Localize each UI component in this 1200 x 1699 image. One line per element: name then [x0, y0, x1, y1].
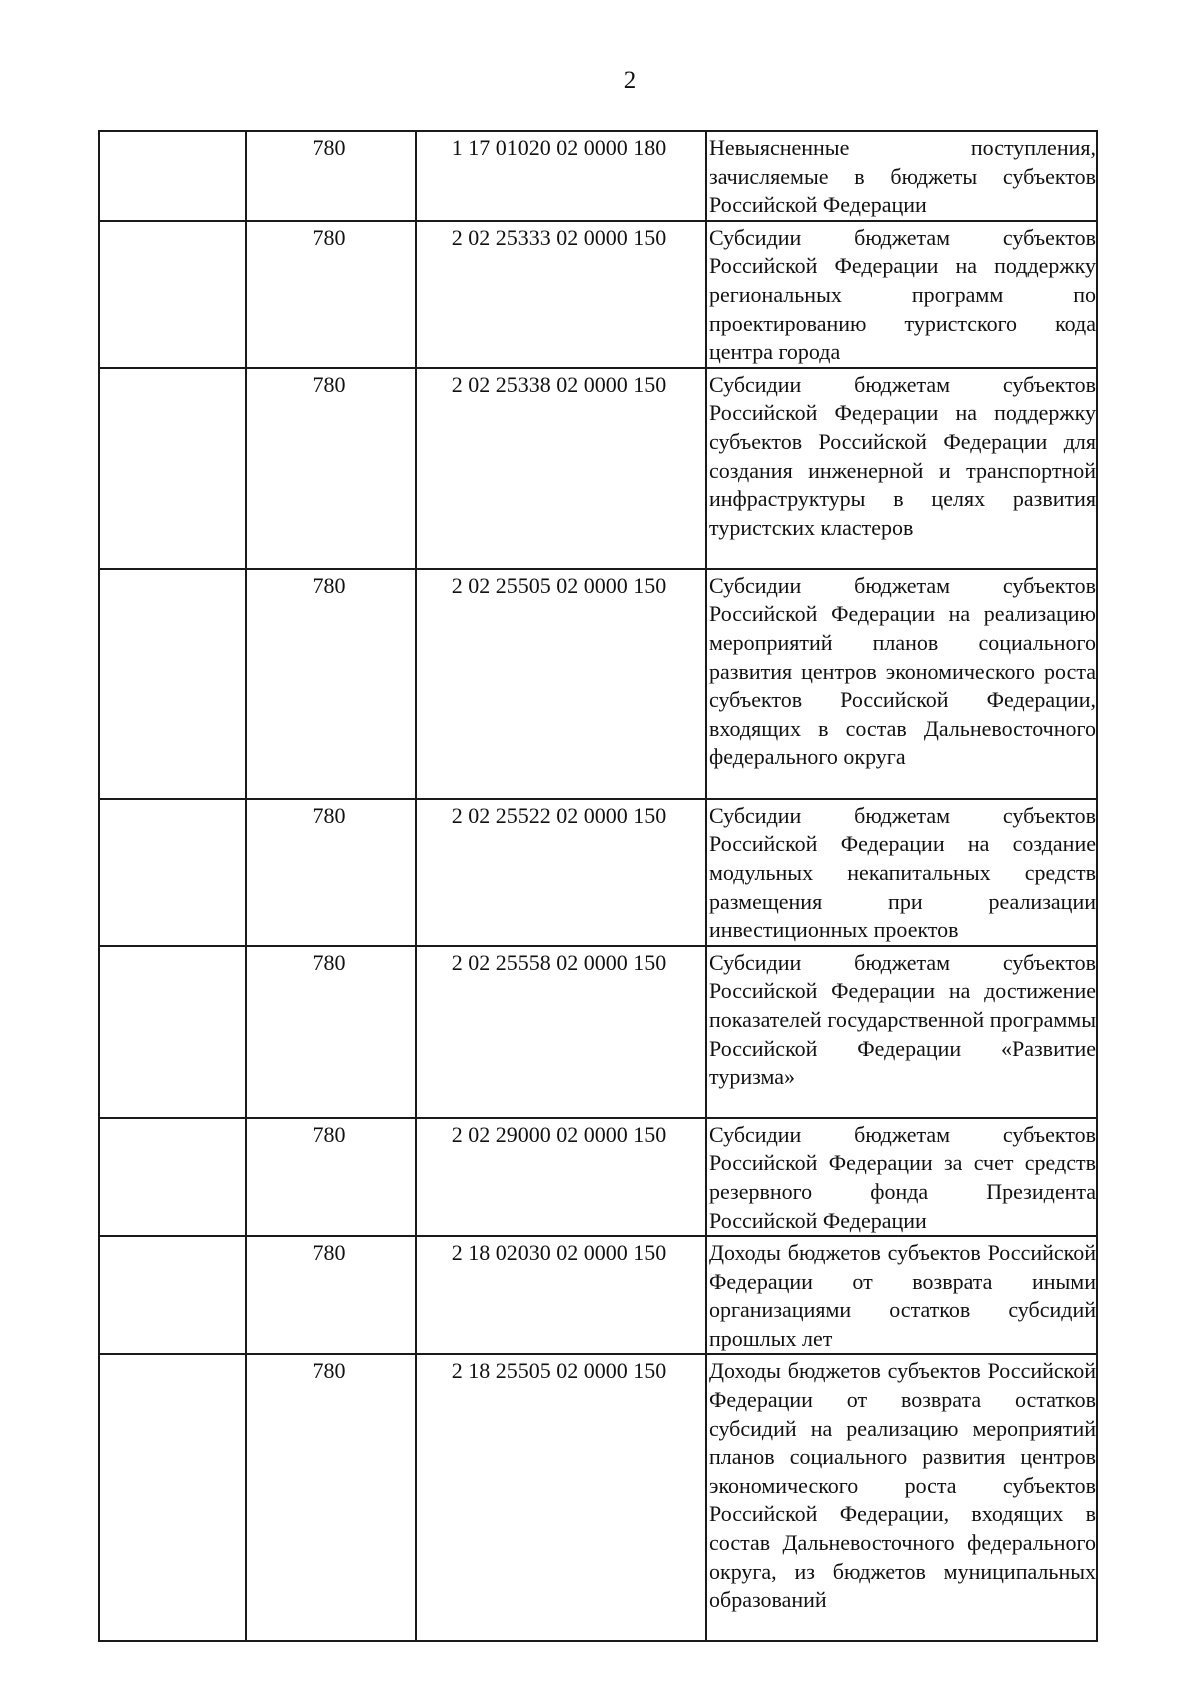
- table-row: [99, 569, 1097, 799]
- table-row: [99, 799, 1097, 946]
- kbk-code-cell: 2 02 25505 02 0000 150: [416, 569, 706, 799]
- table-row: [99, 1236, 1097, 1354]
- kbk-code-cell: 2 02 25522 02 0000 150: [416, 799, 706, 946]
- admin-code-cell: 780: [246, 1236, 416, 1354]
- table-row: [99, 1118, 1097, 1236]
- revenue-name-cell: Субсидии бюджетам субъектов Российской Федерации на поддержку субъектов Российской Федерации для создания инженерной и транспортной инфраструктуры в целях развития туристских кластеров: [706, 368, 1097, 569]
- kbk-code-cell: 2 02 25333 02 0000 150: [416, 221, 706, 368]
- empty-cell: [99, 1354, 246, 1641]
- revenue-name-cell: Субсидии бюджетам субъектов Российской Федерации на достижение показателей государственной программы Российской Федерации «Развитие туризма»: [706, 946, 1097, 1118]
- admin-code-cell: 780: [246, 1354, 416, 1641]
- budget-classification-table: [98, 130, 1098, 1642]
- empty-cell: [99, 569, 246, 799]
- revenue-name-cell: Доходы бюджетов субъектов Российской Федерации от возврата иными организациями остатков субсидий прошлых лет: [706, 1236, 1097, 1354]
- kbk-code-cell: 2 18 02030 02 0000 150: [416, 1236, 706, 1354]
- empty-cell: [99, 946, 246, 1118]
- table-row: [99, 368, 1097, 569]
- empty-cell: [99, 799, 246, 946]
- table-row: [99, 221, 1097, 368]
- empty-cell: [99, 221, 246, 368]
- kbk-code-cell: 2 02 25558 02 0000 150: [416, 946, 706, 1118]
- revenue-name-cell: Субсидии бюджетам субъектов Российской Федерации за счет средств резервного фонда Президента Российской Федерации: [706, 1118, 1097, 1236]
- kbk-code-cell: 2 18 25505 02 0000 150: [416, 1354, 706, 1641]
- revenue-name-cell: Невыясненные поступления, зачисляемые в бюджеты субъектов Российской Федерации: [706, 131, 1097, 221]
- empty-cell: [99, 1236, 246, 1354]
- admin-code-cell: 780: [246, 131, 416, 221]
- empty-cell: [99, 1118, 246, 1236]
- revenue-name-cell: Субсидии бюджетам субъектов Российской Федерации на создание модульных некапитальных средств размещения при реализации инвестиционных проектов: [706, 799, 1097, 946]
- table-row: [99, 1354, 1097, 1641]
- revenue-name-cell: Субсидии бюджетам субъектов Российской Федерации на поддержку региональных программ по проектированию туристского кода центра города: [706, 221, 1097, 368]
- admin-code-cell: 780: [246, 221, 416, 368]
- revenue-name-cell: Доходы бюджетов субъектов Российской Федерации от возврата остатков субсидий на реализацию мероприятий планов социального развития центров экономического роста субъектов Российской Федерации, входящих в состав Дальневосточного федерального округа, из бюджетов муниципальных образований: [706, 1354, 1097, 1641]
- table-row: [99, 131, 1097, 221]
- revenue-name-cell: Субсидии бюджетам субъектов Российской Федерации на реализацию мероприятий планов социального развития центров экономического роста субъектов Российской Федерации, входящих в состав Дальневосточного федерального округа: [706, 569, 1097, 799]
- admin-code-cell: 780: [246, 1118, 416, 1236]
- table-row: [99, 946, 1097, 1118]
- empty-cell: [99, 131, 246, 221]
- empty-cell: [99, 368, 246, 569]
- kbk-code-cell: 2 02 29000 02 0000 150: [416, 1118, 706, 1236]
- admin-code-cell: 780: [246, 946, 416, 1118]
- admin-code-cell: 780: [246, 368, 416, 569]
- kbk-code-cell: 2 02 25338 02 0000 150: [416, 368, 706, 569]
- page-number: 2: [623, 67, 637, 94]
- kbk-code-cell: 1 17 01020 02 0000 180: [416, 131, 706, 221]
- admin-code-cell: 780: [246, 799, 416, 946]
- admin-code-cell: 780: [246, 569, 416, 799]
